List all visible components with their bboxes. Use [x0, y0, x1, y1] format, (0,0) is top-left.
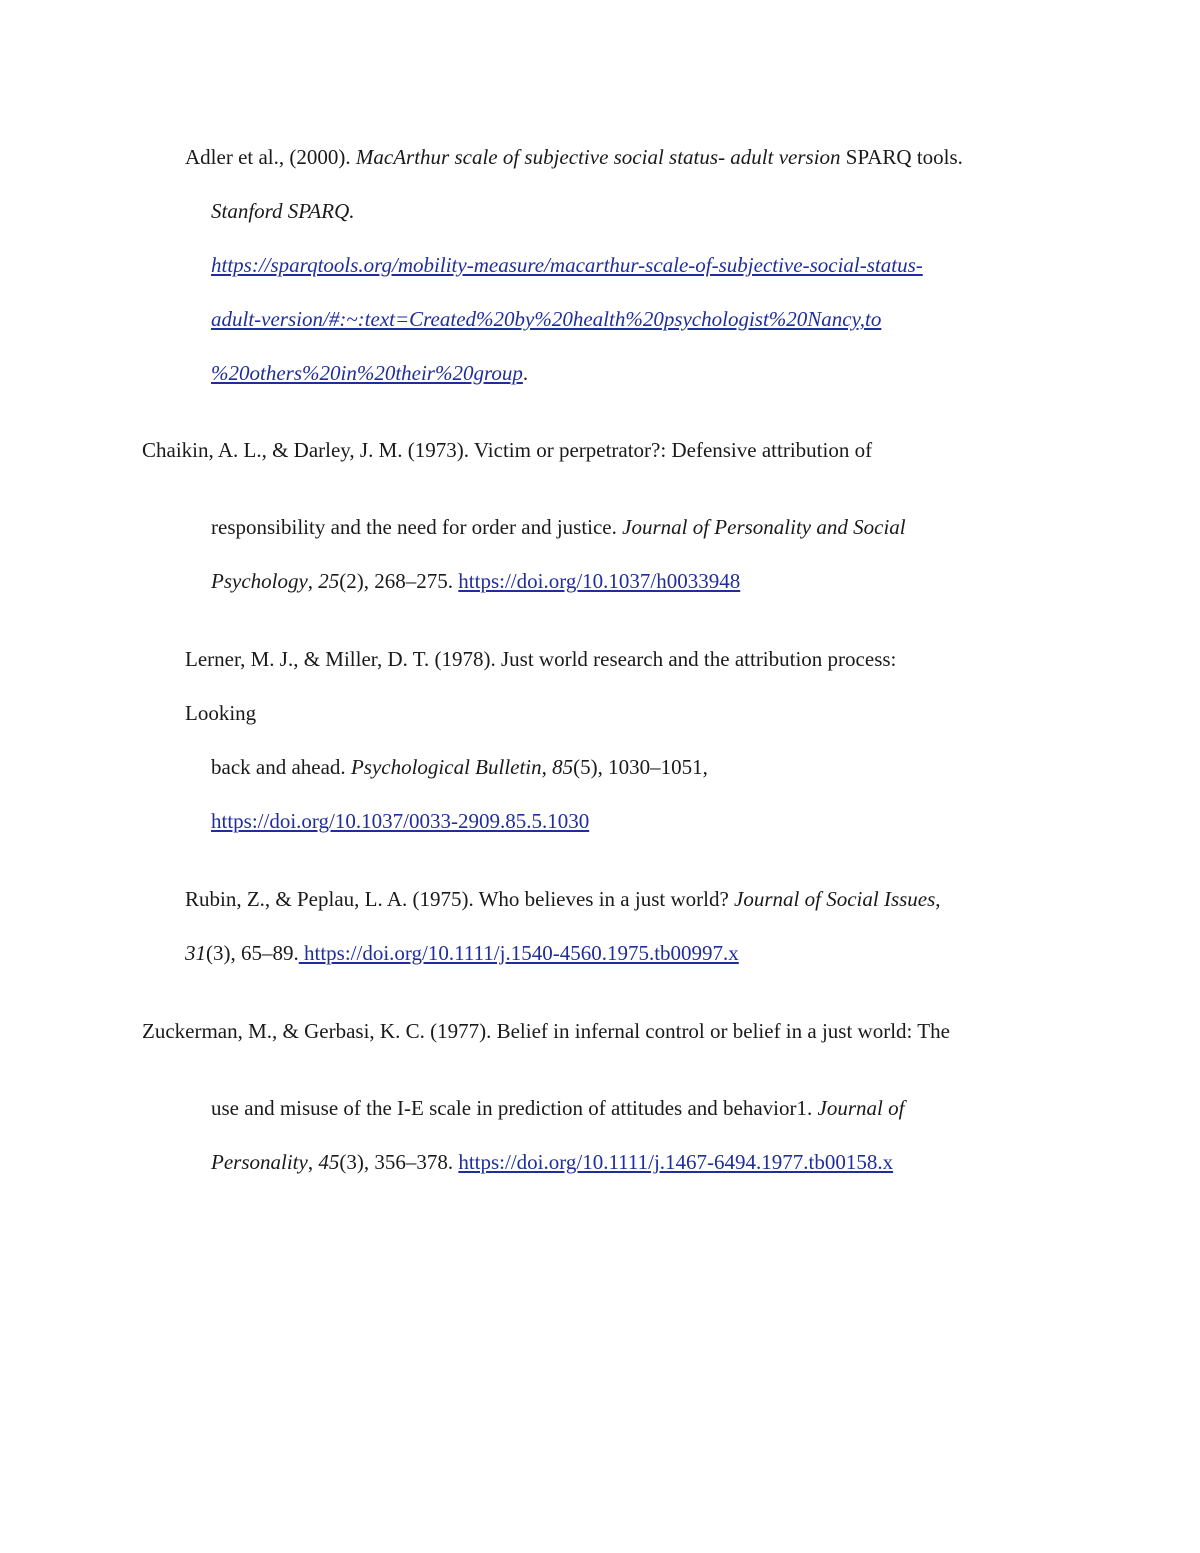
ref-text: Adler et al., (2000). [185, 145, 356, 169]
ref-journal: Psychological Bulletin, 85 [350, 755, 574, 779]
ref-journal: Journal of Personality and Social [622, 515, 906, 539]
reference-adler-line-4 [211, 306, 881, 332]
reference-adler-line-5 [211, 360, 528, 386]
ref-volume: 25 [318, 569, 340, 593]
reference-adler-line-3 [211, 252, 923, 278]
reference-chaikin-line-3 [211, 568, 740, 594]
reference-zuckerman-doi-link[interactable]: https://doi.org/10.1111/j.1467-6494.1977.tb00158.x [458, 1150, 894, 1174]
ref-text: Lerner, M. J., & Miller, D. T. (1978). Just world research and the attribution process: [185, 647, 897, 671]
ref-text: (2), 268–275. [339, 569, 459, 593]
reference-chaikin-line-1 [142, 437, 872, 463]
ref-text: back and ahead. [211, 755, 351, 779]
reference-lerner-line-4 [211, 808, 589, 834]
reference-chaikin-doi-link[interactable]: https://doi.org/10.1037/h0033948 [458, 569, 741, 593]
ref-journal: Journal of Social Issues [734, 887, 936, 911]
ref-text: Looking [185, 701, 257, 725]
ref-text: (5), 1030–1051, [573, 755, 708, 779]
ref-text: use and misuse of the I-E scale in prediction of attitudes and behavior1. [211, 1096, 818, 1120]
ref-volume: 45 [318, 1150, 340, 1174]
ref-text: Chaikin, A. L., & Darley, J. M. (1973). Victim or perpetrator?: Defensive attribution of [142, 438, 873, 462]
ref-text: , [307, 1150, 319, 1174]
reference-adler-url-part-2[interactable]: adult-version/#:~:text=Created%20by%20health%20psychologist%20Nancy,to [211, 307, 882, 331]
reference-zuckerman-line-1 [142, 1018, 950, 1044]
reference-lerner-line-3 [211, 754, 708, 780]
ref-text: Rubin, Z., & Peplau, L. A. (1975). Who believes in a just world? [185, 887, 735, 911]
ref-journal: Psychology [211, 569, 308, 593]
ref-text: SPARQ tools. [840, 145, 963, 169]
ref-text: , [935, 887, 941, 911]
reference-lerner-doi-link[interactable]: https://doi.org/10.1037/0033-2909.85.5.1030 [211, 809, 590, 833]
ref-text: , [307, 569, 319, 593]
reference-chaikin-line-2 [211, 514, 906, 540]
reference-adler-url-part-3[interactable]: %20others%20in%20their%20group [211, 361, 523, 385]
ref-journal: Journal of [817, 1096, 905, 1120]
reference-rubin-line-1 [185, 886, 941, 912]
reference-rubin-doi-link[interactable]: https://doi.org/10.1111/j.1540-4560.1975.tb00997.x [298, 941, 739, 965]
reference-adler-line-2 [211, 198, 355, 224]
ref-volume: 31 [185, 941, 206, 965]
reference-zuckerman-line-2 [211, 1095, 904, 1121]
reference-lerner-line-1 [185, 646, 896, 672]
reference-lerner-line-2 [185, 700, 256, 726]
reference-adler-url-part-1[interactable]: https://sparqtools.org/mobility-measure/macarthur-scale-of-subjective-social-status- [211, 253, 923, 277]
ref-text: responsibility and the need for order and justice. [211, 515, 623, 539]
ref-journal: Personality [211, 1150, 308, 1174]
ref-text: . [522, 361, 529, 385]
reference-rubin-line-2 [185, 940, 739, 966]
ref-text: Zuckerman, M., & Gerbasi, K. C. (1977). Belief in infernal control or belief in a just world: The [142, 1019, 950, 1043]
ref-text: (3), 65–89. [206, 941, 299, 965]
reference-adler-line-1 [185, 144, 963, 170]
reference-zuckerman-line-3 [211, 1149, 893, 1175]
ref-source: Stanford SPARQ. [211, 199, 355, 223]
ref-text: (3), 356–378. [339, 1150, 459, 1174]
ref-title: MacArthur scale of subjective social status- adult version [355, 145, 841, 169]
